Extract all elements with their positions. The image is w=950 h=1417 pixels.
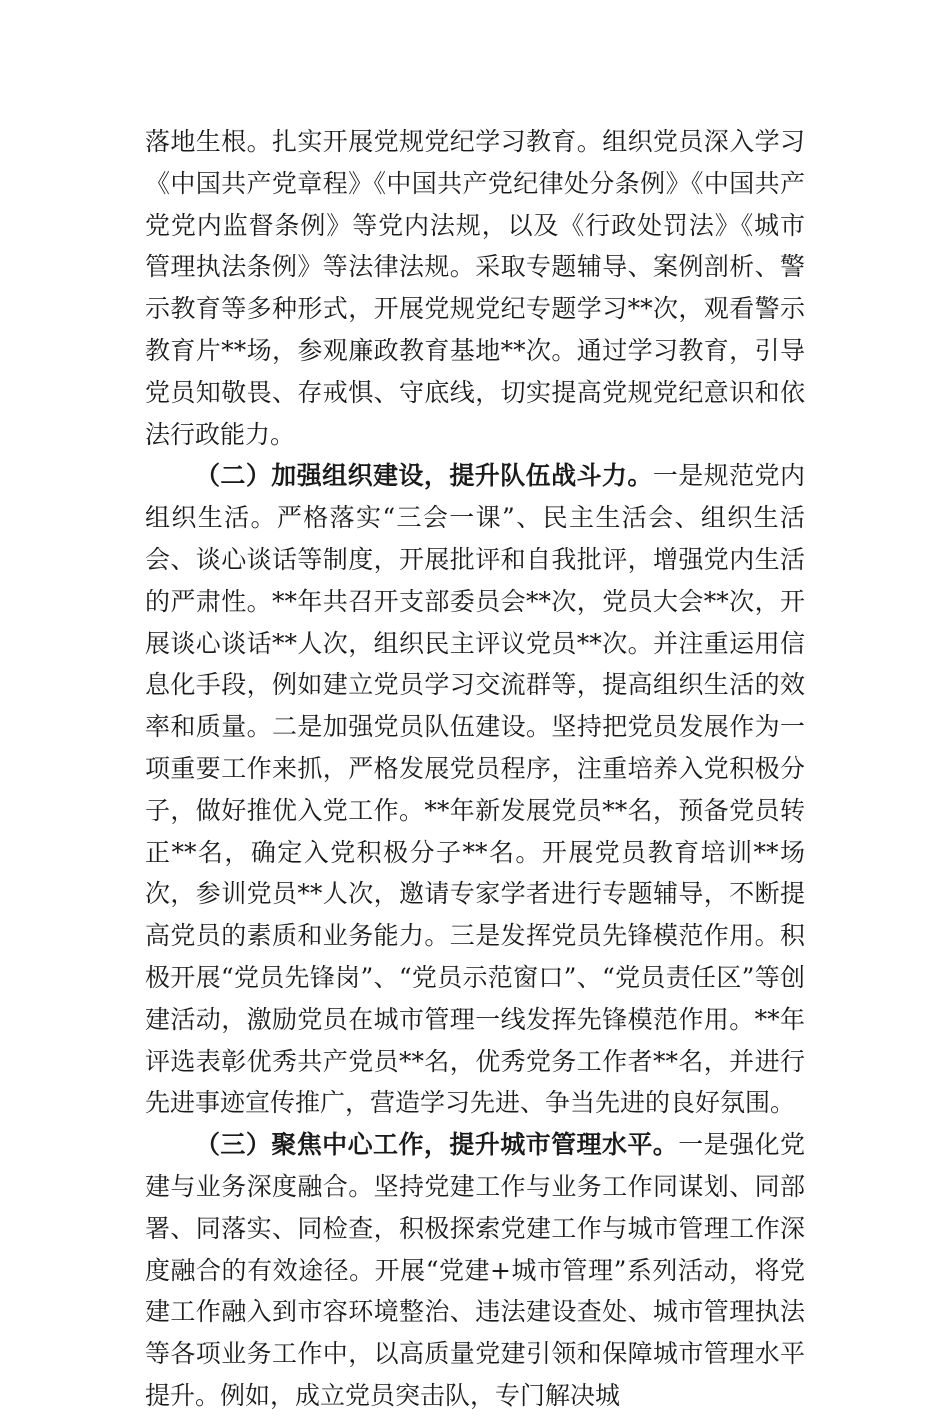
paragraph-text: 落地生根。扎实开展党规党纪学习教育。组织党员深入学习《中国共产党章程》《中国共产党纪律处分条例》《中国共产党党内监督条例》等党内法规，以及《行政处罚法》《城市管理执法条例》等法律法规。采取专题辅导、案例剖析、警示教育等多种形式，开展党规党纪专题学习**次，观看警示教育片**场，参观廉政教育基地**次。通过学习教育，引导党员知敬畏、存戒惧、守底线，切实提高党规党纪意识和依法行政能力。	[145, 127, 805, 449]
paragraph-text: 一是强化党建与业务深度融合。坚持党建工作与业务工作同谋划、同部署、同落实、同检查，积极探索党建工作与城市管理工作深度融合的有效途径。开展“党建+城市管理”系列活动，将党建工作融入到市容环境整治、违法建设查处、城市管理执法等各项业务工作中，以高质量党建引领和保障城市管理水平提升。例如，成立党员突击队，专门解决城	[145, 1130, 805, 1410]
section-heading-organization: （二）加强组织建设，提升队伍战斗力。	[195, 461, 653, 491]
section-heading-central-work: （三）聚焦中心工作，提升城市管理水平。	[195, 1130, 679, 1160]
paragraph-organization-building	[145, 455, 805, 1124]
paragraph-study-education	[145, 121, 805, 455]
document-body	[145, 121, 805, 1417]
paragraph-central-work	[145, 1124, 805, 1417]
paragraph-text: 一是规范党内组织生活。严格落实“三会一课”、民主生活会、组织生活会、谈心谈话等制度，开展批评和自我批评，增强党内生活的严肃性。**年共召开支部委员会**次，党员大会**次，开展谈心谈话**人次，组织民主评议党员**次。并注重运用信息化手段，例如建立党员学习交流群等，提高组织生活的效率和质量。二是加强党员队伍建设。坚持把党员发展作为一项重要工作来抓，严格发展党员程序，注重培养入党积极分子，做好推优入党工作。**年新发展党员**名，预备党员转正**名，确定入党积极分子**名。开展党员教育培训**场次，参训党员**人次，邀请专家学者进行专题辅导，不断提高党员的素质和业务能力。三是发挥党员先锋模范作用。积极开展“党员先锋岗”、“党员示范窗口”、“党员责任区”等创建活动，激励党员在城市管理一线发挥先锋模范作用。**年评选表彰优秀共产党员**名，优秀党务工作者**名，并进行先进事迹宣传推广，营造学习先进、争当先进的良好氛围。	[145, 461, 805, 1118]
